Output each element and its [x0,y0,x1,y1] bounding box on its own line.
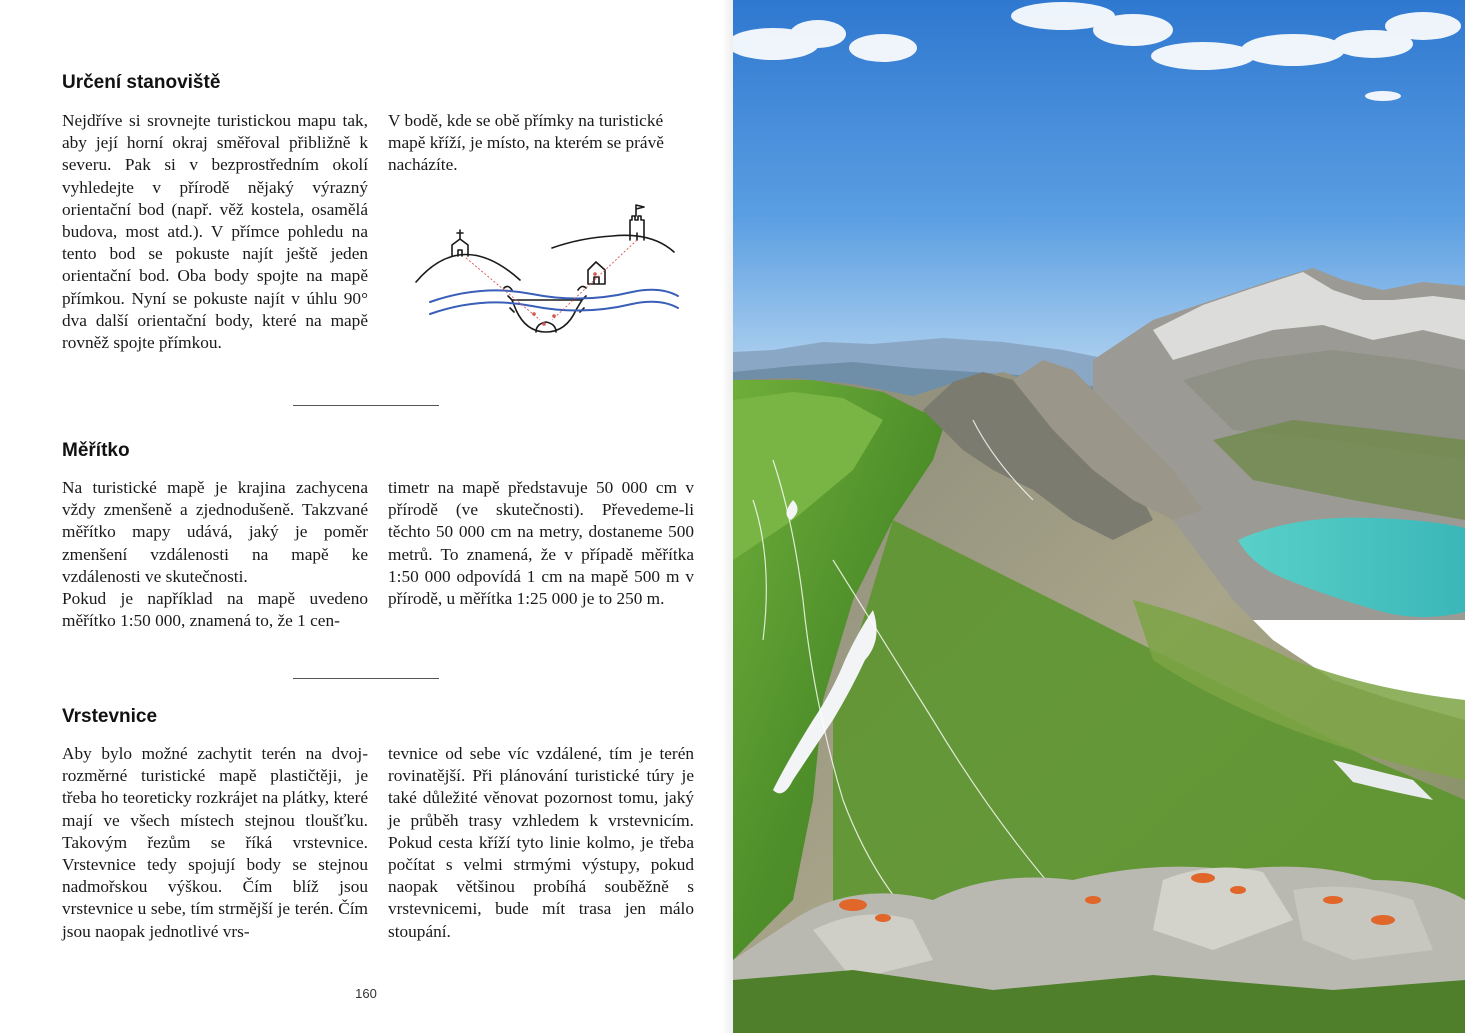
paragraph: Na turistické mapě je krajina zachycena vždy zmenšeně a zjednodušeně. Takzvané měřítko mapy udává, jaký je poměr zmenšení vzdálenosti na mapě ke vzdálenosti ve skutečnosti. [62,478,368,586]
section-heading-position: Určení stanoviště [62,72,221,93]
section-contours-column-2 [388,743,694,943]
section-position-column-1 [62,110,368,354]
section-divider [293,405,439,406]
section-scale-column-1 [62,477,368,632]
section-scale-column-2 [388,477,694,610]
section-position-column-2 [388,110,694,177]
section-heading-contours: Vrstevnice [62,706,158,727]
church-icon [452,230,468,256]
right-hill-outline [552,235,674,252]
house-icon [588,262,605,284]
paragraph: Aby bylo možné zachytit terén na dvojrozměrné turistické mapě plastičtěji, je třeba ho teoreticky rozkrájet na plátky, které mají ve všech místech stejnou tloušťku. Takovým řezům se říká vrstevnice. Vrstevnice tedy spojují body se stejnou nadmořskou výškou. Čím blíž jsou vrstevnice u sebe, tím strmější je terén. Čím jsou naopak jednotlivé vrs- [62,744,368,941]
orientation-diagram [412,200,684,352]
paragraph: Pokud je například na mapě uvedeno měřítko 1:50 000, znamená to, že 1 cen- [62,589,368,631]
observer-map-icon [508,296,586,332]
paragraph: Nejdříve si srovnejte turistickou mapu tak, aby její horní okraj směřoval přibližně k severu. Pak si v bezprostředním okolí vyhledejte v přírodě nějaký výrazný orientační bod (např. věž kostela, osamělá budova, most atd.). V přímce pohledu na tento bod se pokuste najít ještě jeden orientační bod. Oba body spojte na mapě přímkou. Nyní se pokuste najít v úhlu 90° dva další orientační body, které na mapě rovněž spojte přímkou. [62,111,368,353]
mountain-landscape-photo [733,0,1465,1033]
left-page [0,0,732,1033]
paragraph: timetr na mapě představuje 50 000 cm v přírodě (ve skutečnosti). Převedeme-li těchto 50 000 cm na metry, dostaneme 500 metrů. To znamená, že v případě měřítka 1:50 000 odpovídá 1 cm na mapě 500 m v přírodě, u měřítka 1:25 000 je to 250 m. [388,478,694,609]
section-divider [293,678,439,679]
paragraph: V bodě, kde se obě přímky na turistické mapě kříží, je místo, na kterém se právě nacházíte. [388,111,664,175]
section-heading-scale: Měřítko [62,440,130,461]
castle-tower-icon [630,205,644,240]
section-contours-column-1 [62,743,368,943]
paragraph: tevnice od sebe víc vzdálené, tím je terén rovinatější. Při plánování turistické túry je také důležité věnovat pozornost tomu, jaký je průběh trasy vzhledem k vrstevnicím. Pokud cesta kříží tyto linie kolmo, je třeba počítat s velmi strmými výstupy, pokud naopak většinou probíhá souběžně s vrstevnicemi, bude mít trasa jen málo stoupání. [388,744,694,941]
page-number: 160 [355,986,377,1001]
left-hill-outline [416,254,520,282]
river [430,290,678,314]
book-gutter [722,0,733,1033]
